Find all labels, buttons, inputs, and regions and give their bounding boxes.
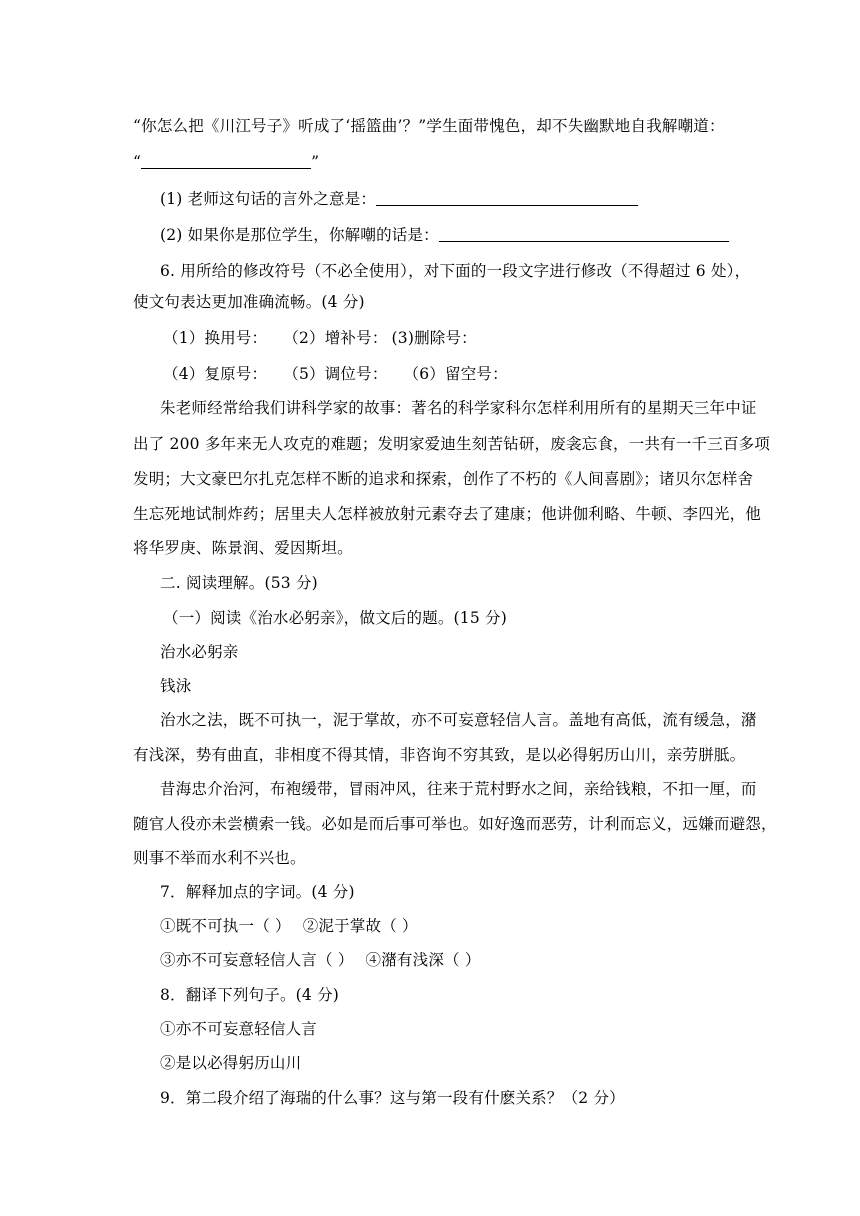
section-2-title: 二. 阅读理解。(53 分): [160, 574, 318, 592]
passage-line: 朱老师经常给我们讲科学家的故事：著名的科学家科尔怎样利用所有的星期天三年中证: [160, 399, 757, 417]
symbol-2: （2）增补号：: [283, 329, 388, 347]
passage-line: 生忘死地试制炸药；居里夫人怎样被放射元素夺去了建康；他讲伽利略、牛顿、李四光，他: [133, 505, 762, 523]
article-author: 钱泳: [160, 677, 192, 695]
open-quote: “: [133, 153, 142, 171]
close-quote: ”: [311, 153, 320, 171]
subsection-1-title: （一）阅读《治水必躬亲》，做文后的题。(15 分): [163, 609, 507, 627]
dialogue-line: “你怎么把《川江号子》听成了‘摇篮曲’？”学生面带愧色，却不失幽默地自我解嘲道：: [133, 117, 725, 135]
symbol-1: （1）换用号：: [163, 329, 268, 347]
question-7-item-b: ②泥于掌故（ ）: [302, 917, 418, 935]
question-7-items-row1: [160, 916, 760, 936]
question-7-item-c: ③亦不可妄意轻信人言（ ）: [160, 951, 354, 969]
question-7-item-d: ④潴有浅深（ ）: [365, 951, 481, 969]
answer-blank-line: [133, 152, 733, 172]
question-8-item-b: ②是以必得躬历山川: [160, 1054, 302, 1072]
article-paragraph-line: 昔海忠介治河，布袍缓带，冒雨冲风，往来于荒村野水之间，亲给钱粮，不扣一厘，而: [160, 780, 757, 798]
article-paragraph-line: 则事不举而水利不兴也。: [133, 849, 306, 867]
answer-blank[interactable]: [439, 226, 729, 242]
question-9: 9．第二段介绍了海瑞的什么事？这与第一段有什麽关系？（2 分）: [160, 1089, 625, 1107]
symbol-5: （5）调位号：: [283, 365, 388, 383]
symbol-6: （6）留空号：: [403, 365, 508, 383]
question-5-2-text: (2) 如果你是那位学生，你解嘲的话是：: [160, 226, 439, 244]
question-7-items-row2: [160, 950, 760, 970]
answer-blank[interactable]: [141, 153, 311, 169]
article-title: 治水必躬亲: [160, 643, 239, 661]
passage-line: 将华罗庚、陈景润、爱因斯坦。: [133, 539, 353, 557]
question-8: 8．翻译下列句子。(4 分): [160, 986, 340, 1004]
question-6-line2: 使文句表达更加准确流畅。(4 分): [133, 293, 365, 311]
question-5-1: [160, 189, 760, 209]
article-paragraph-line: 治水之法，既不可执一，泥于掌故，亦不可妄意轻信人言。盖地有高低，流有缓急，潴: [160, 711, 757, 729]
question-7: 7．解释加点的字词。(4 分): [160, 883, 355, 901]
passage-line: 发明；大文豪巴尔扎克怎样不断的追求和探索，创作了不朽的《人间喜剧》；诸贝尔怎样舍: [133, 470, 754, 488]
symbol-3: (3)删除号：: [391, 329, 477, 347]
article-paragraph-line: 随官人役亦未尝横索一钱。必如是而后事可举也。如好逸而恶劳，计利而忘义，远嫌而避怨，: [133, 815, 777, 833]
question-5-2: [160, 225, 760, 245]
article-paragraph-line: 有浅深，势有曲直，非相度不得其情，非咨询不穷其致，是以必得躬历山川，亲劳胼胝。: [133, 746, 746, 764]
question-7-item-a: ①既不可执一（ ）: [160, 917, 291, 935]
question-5-1-text: (1) 老师这句话的言外之意是：: [160, 190, 377, 208]
question-8-item-a: ①亦不可妄意轻信人言: [160, 1020, 318, 1038]
symbol-4: （4）复原号：: [163, 365, 268, 383]
symbol-list-row1: [163, 328, 763, 348]
question-6-line1: 6. 用所给的修改符号（不必全使用），对下面的一段文字进行修改（不得超过 6 处），: [160, 262, 751, 280]
answer-blank[interactable]: [376, 190, 638, 206]
symbol-list-row2: [163, 364, 763, 384]
passage-line: 出了 200 多年来无人攻克的难题；发明家爱迪生刻苦钻研，废衾忘食，一共有一千三百多项: [133, 435, 771, 453]
